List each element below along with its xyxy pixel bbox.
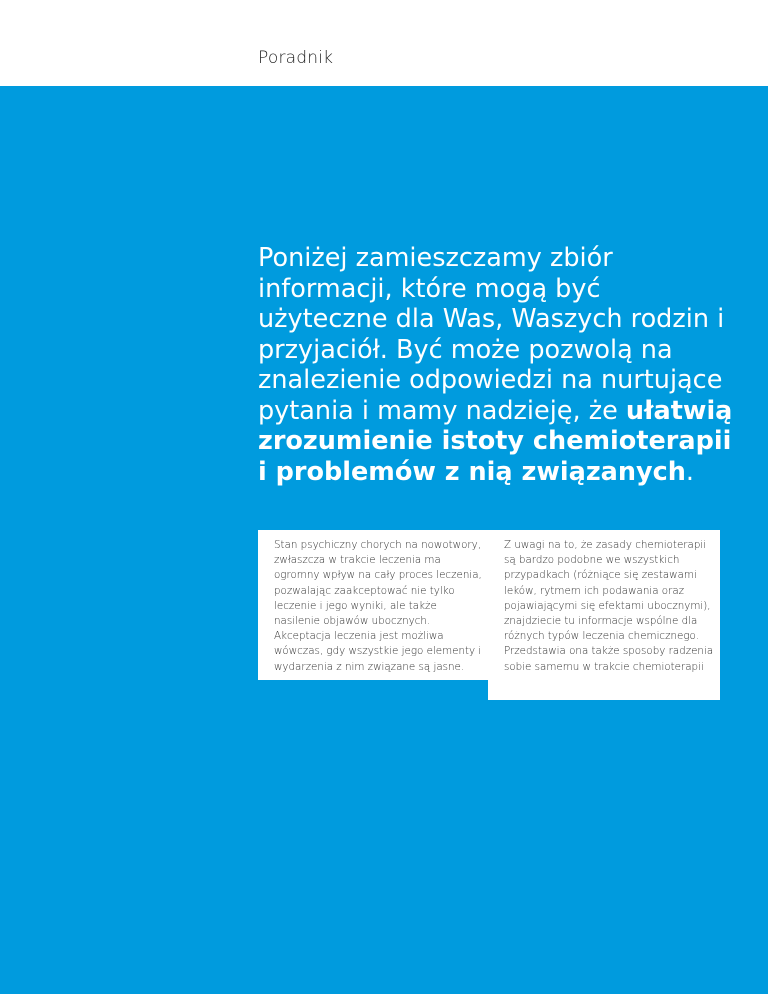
intro-text-box (258, 530, 720, 700)
headline-end: . (685, 456, 695, 487)
headline (258, 243, 738, 487)
right-paragraph: Z uwagi na to, że zasady chemioterapii są bardzo podobne we wszystkich przypadkach (różniące się zestawami leków, rytmem ich podawania oraz pojawiającymi się efektami ubocznymi), znajdziecie tu informacje wspólne dla różnych typów leczenia chemicznego. Przedstawia ona także sposoby radzenia sobie samemu w trakcie chemioterapii (504, 539, 714, 673)
page-header (0, 0, 768, 86)
section-label: Poradnik (258, 48, 334, 68)
left-paragraph: Stan psychiczny chorych na nowotwory, zwłaszcza w trakcie leczenia ma ogromny wpływ na cały proces leczenia, pozwalając zaakceptować nie tylko leczenie i jego wyniki, ale także nasilenie objawów ubocznych. Akceptacja leczenia jest możliwa wówczas, gdy wszystkie jego elementy i wydarzenia z nim związane są jasne. (274, 539, 482, 673)
headline-intro: Poniżej zamieszczamy zbiór informacji, które mogą być użyteczne dla Was, Waszych rodzin i przyjaciół. Być może pozwolą na znalezienie odpowiedzi na nurtujące pytania i mamy nadzieję, że (258, 243, 725, 426)
headline-emphasis: ułatwią zrozumienie istoty chemioterapii i problemów z nią związanych (258, 395, 733, 487)
